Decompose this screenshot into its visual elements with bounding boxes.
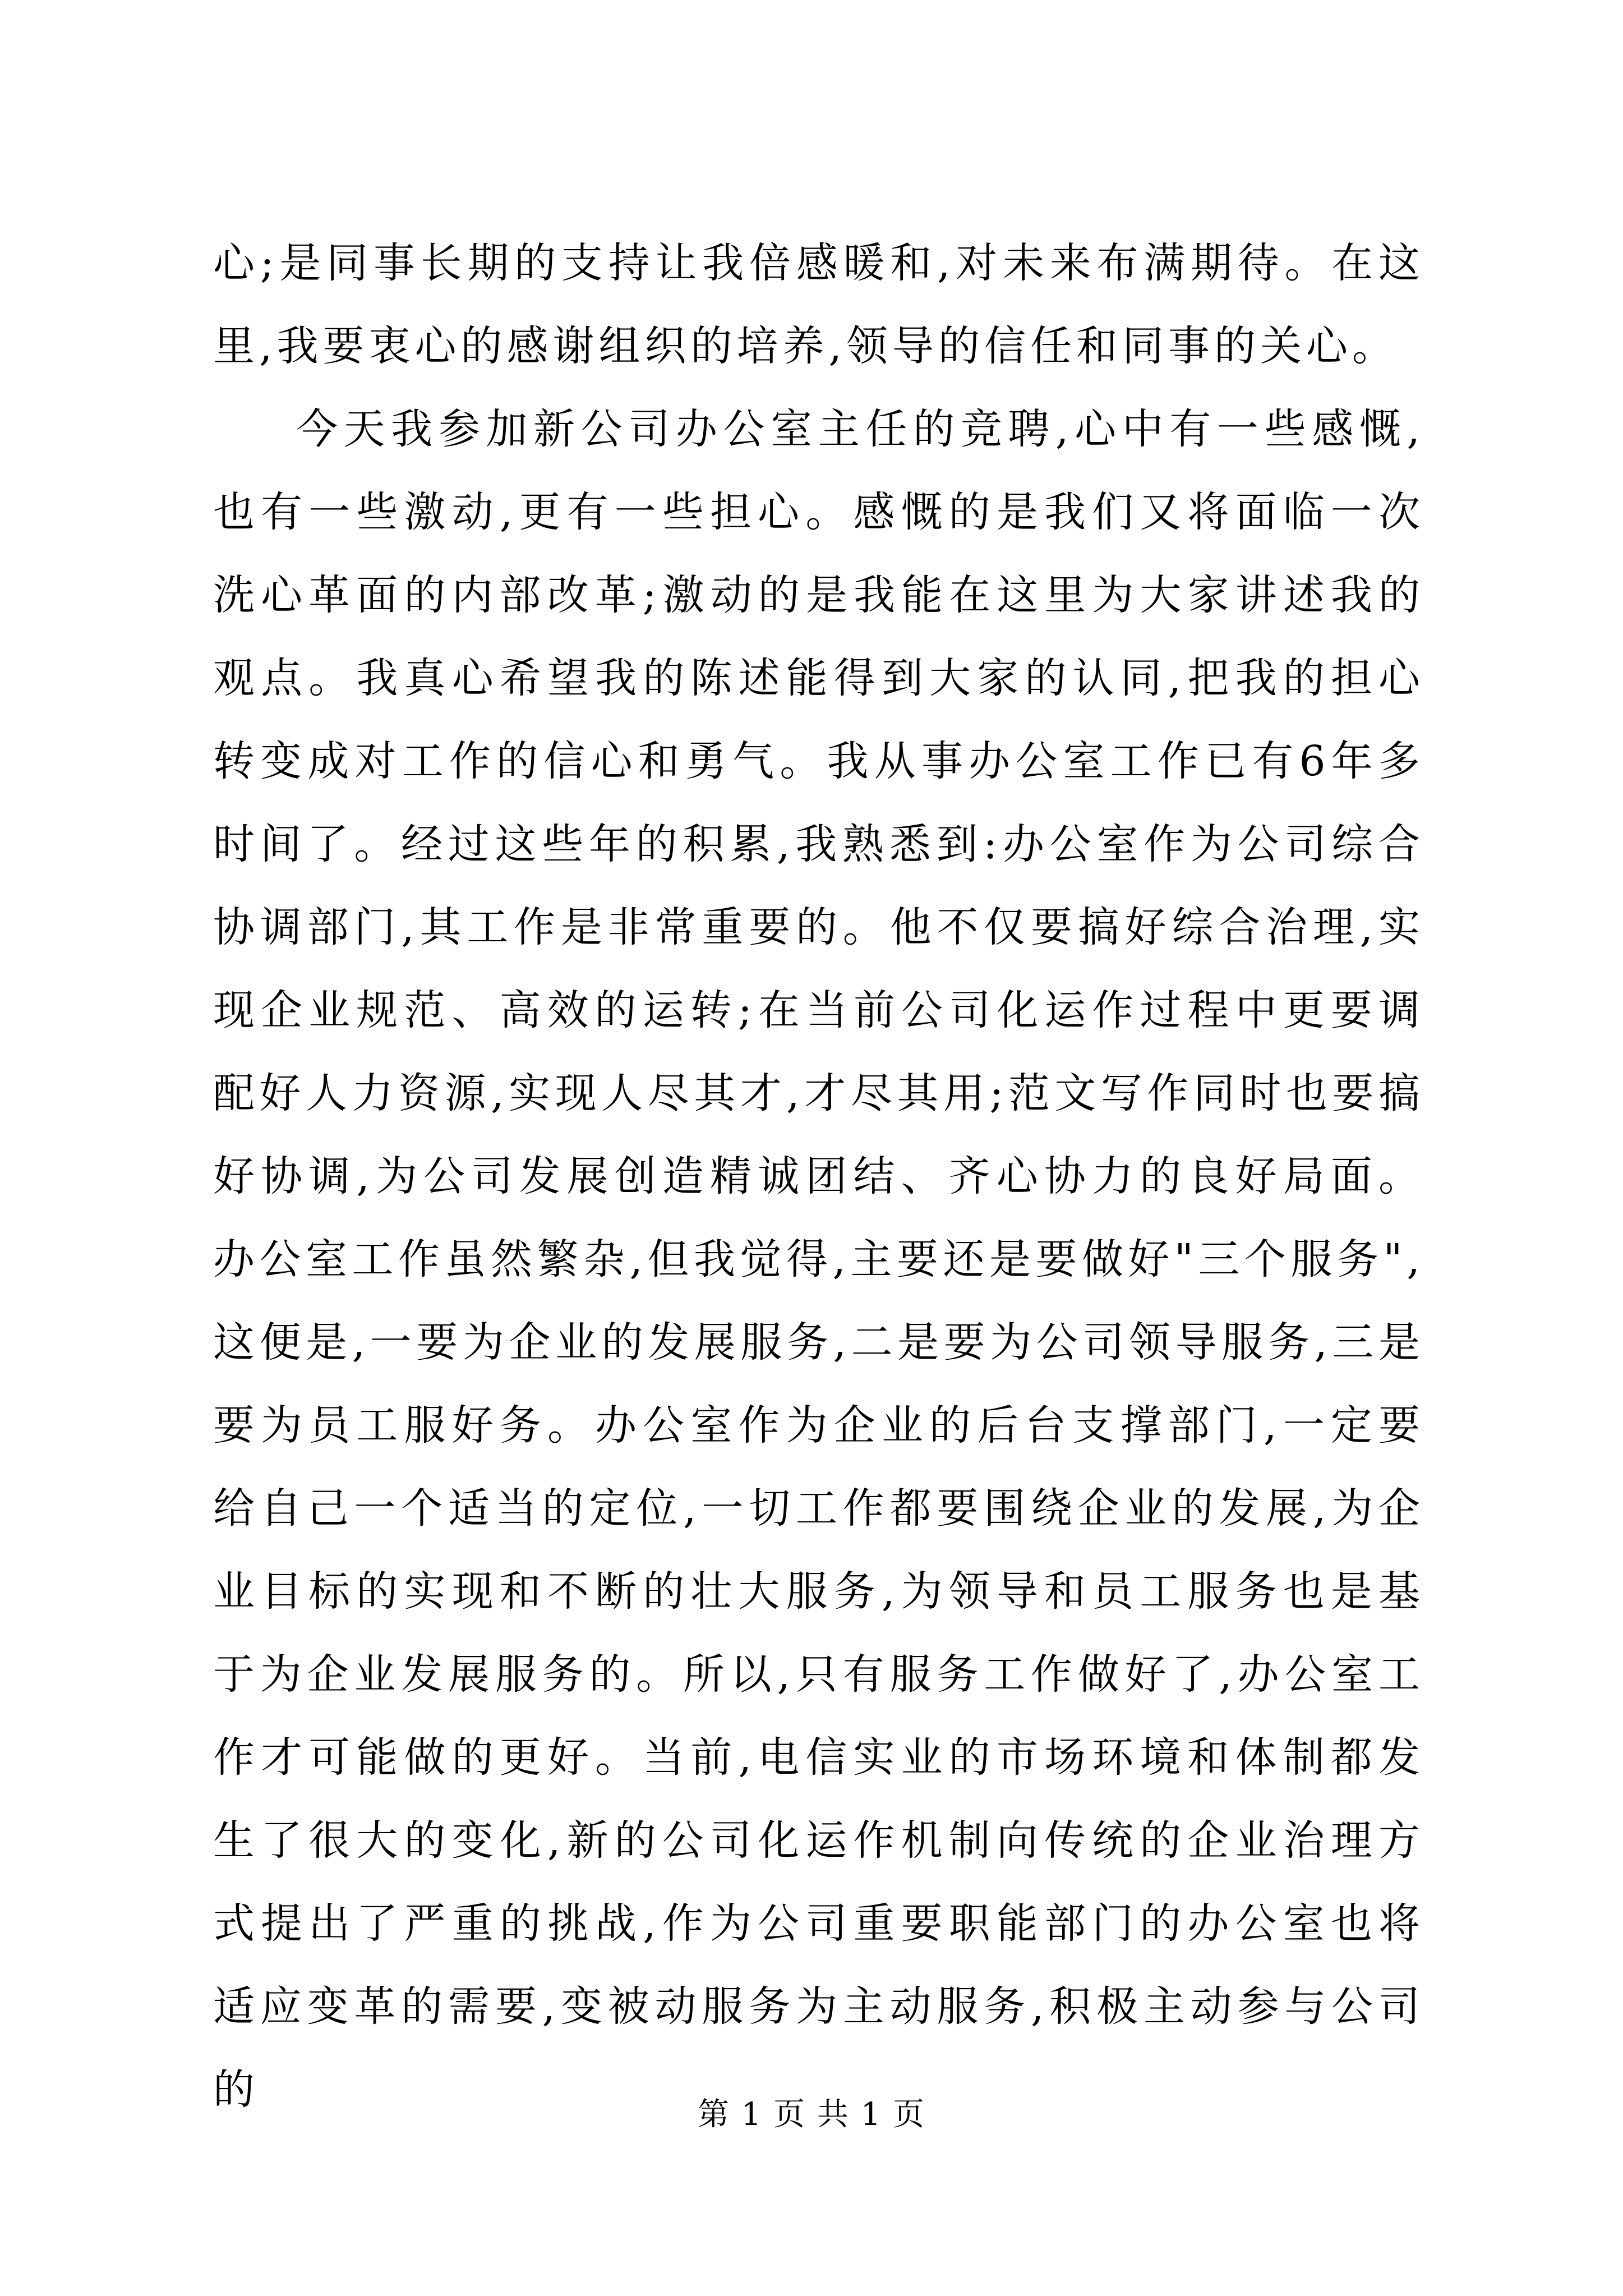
paragraph-1: 心;是同事长期的支持让我倍感暖和,对未来布满期待。在这里,我要衷心的感谢组织的培养,领导的信任和同事的关心。 [213,239,1424,370]
page-footer: 第 1 页 共 1 页 [697,2096,926,2133]
paragraph-2: 今天我参加新公司办公室主任的竞聘,心中有一些感慨,也有一些激动,更有一些担心。感慨的是我们又将面临一次洗心革面的内部改革;激动的是我能在这里为大家讲述我的观点。我真心希望我的陈述能得到大家的认同,把我的担心转变成对工作的信心和勇气。我从事办公室工作已有6年多时间了。经过这些年的积累,我熟悉到:办公室作为公司综合协调部门,其工作是非常重要的。他不仅要搞好综合治理,实现企业规范、高效的运转;在当前公司化运作过程中更要调配好人力资源,实现人尽其才,才尽其用;范文写作同时也要搞好协调,为公司发展创造精诚团结、齐心协力的良好局面。办公室工作虽然繁杂,但我觉得,主要还是要做好"三个服务",这便是,一要为企业的发展服务,二是要为公司领导服务,三是要为员工服好务。办公室作为企业的后台支撑部门,一定要给自己一个适当的定位,一切工作都要围绕企业的发展,为企业目标的实现和不断的壮大服务,为领导和员工服务也是基于为企业发展服务的。所以,只有服务工作做好了,办公室工作才可能做的更好。当前,电信实业的市场环境和体制都发生了很大的变化,新的公司化运作机制向传统的企业治理方式提出了严重的挑战,作为公司重要职能部门的办公室也将适应变革的需要,变被动服务为主动服务,积极主动参与公司的 [213,405,1424,2114]
document-body [213,222,1424,2131]
